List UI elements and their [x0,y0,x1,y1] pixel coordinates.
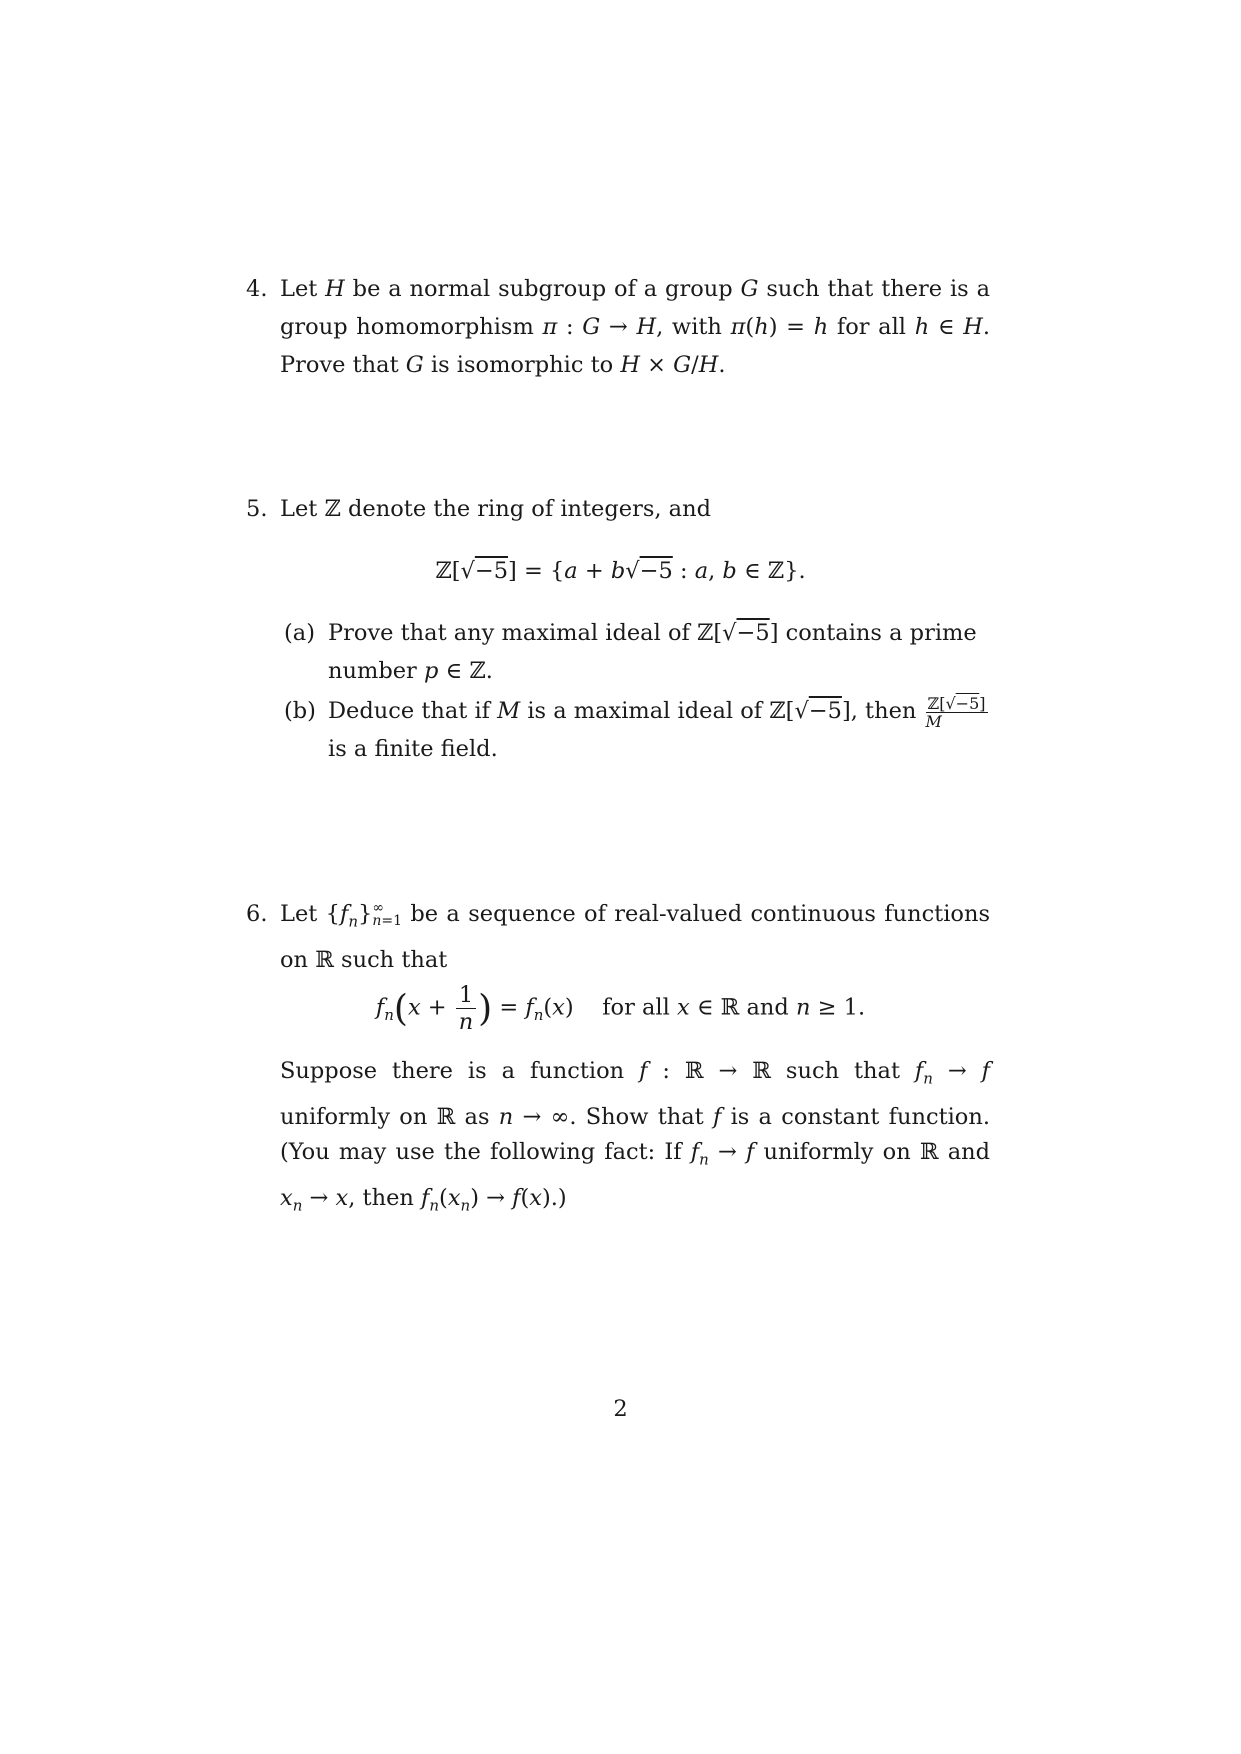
problem-5-part-a [284,614,977,690]
problem-6-after-line-2: uniformly on ℝ as n → ∞. Show that f is a constant function. [280,1103,990,1130]
problem-4-line-3: Prove that G is isomorphic to H × G/H. [280,352,726,378]
part-label: (b) [284,698,316,724]
problem-number: 4. [246,276,268,302]
problem-number: 6. [246,901,268,927]
problem-5-display-equation: ℤ[√−5] = {a + b√−5 : a, b ∈ ℤ}. [435,558,806,584]
part-a-line-1: Prove that any maximal ideal of ℤ[√−5] contains a prime [328,620,977,646]
problem-5-intro: Let ℤ denote the ring of integers, and [280,496,711,522]
problem-6-display-equation: $f_n(x$ + $\frac{1}{n}) = f_n(x)$ for all x ∈ ℝ and n ≥ 1. [375,982,866,1035]
problem-6-after-line-1: Suppose there is a function f : ℝ → ℝ such that $f_n \to f$ [280,1058,990,1088]
problem-4 [246,270,990,384]
problem-4-line-1: Let H be a normal subgroup of a group G such that there is a [280,276,990,302]
part-a-line-2: number p ∈ ℤ. [328,658,493,684]
problem-6-line-2: on ℝ such that [280,946,448,973]
page-number: 2 [613,1396,628,1422]
one-over-n-fraction: $\frac{1}{n}$ [456,982,476,1035]
problem-6 [246,895,990,979]
part-b-line-2: is a finite field. [328,736,498,762]
problem-6-continuation [280,1052,990,1136]
problem-5 [246,490,990,528]
problem-6-note-line-1: (You may use the following fact: If $f_n \to f$ uniformly on ℝ and [280,1139,990,1169]
problem-6-line-1: Let $\{f_n\}$ ∞ n=1 be a sequence of real-valued continuous functions [280,900,990,931]
problem-5-part-b [284,692,986,768]
part-b-line-1: Deduce that if M is a maximal ideal of ℤ[√−5], then $\frac{\text{ℤ[√−5]}}{M}$ [328,693,986,731]
problem-4-line-2: group homomorphism π : G → H, with π(h) = h for all h ∈ H. [280,314,990,340]
quotient-fraction: $\frac{\text{ℤ[√−5]}}{M}$ [925,693,986,731]
problem-number: 5. [246,496,268,522]
part-label: (a) [284,620,315,646]
problem-6-note-line-2: $x_n \to x$, then $f_n(x_n) \to f(x)$.) [280,1184,567,1214]
problem-6-note [280,1133,990,1224]
